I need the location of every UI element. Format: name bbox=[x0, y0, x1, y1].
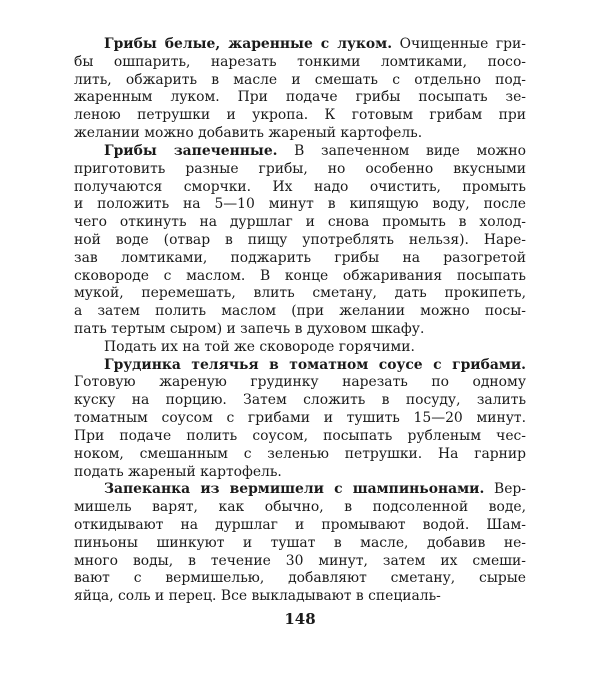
recipe-text: ноком, смешанным с зеленью петрушки. На гарнир bbox=[74, 445, 526, 462]
recipe-text: яйца, соль и перец. Все выкладывают в специаль- bbox=[74, 588, 441, 605]
recipe-text: При подаче полить соусом, посыпать рубленым чес- bbox=[74, 427, 526, 444]
recipe-title-line bbox=[104, 36, 526, 54]
recipe-text: а затем полить маслом (при желании можно посы- bbox=[74, 303, 526, 320]
page-number: 148 bbox=[284, 610, 316, 628]
recipe-title-line bbox=[104, 357, 526, 375]
recipe-text: пиньоны шинкуют и тушат в масле, добавив не- bbox=[74, 534, 526, 551]
recipe-text: Подать их на той же сковороде горячими. bbox=[104, 338, 415, 355]
recipe-text: пать тертым сыром) и запечь в духовом шкафу. bbox=[74, 321, 425, 337]
recipe-title: Грибы белые, жаренные с луком. bbox=[104, 36, 393, 52]
recipe-text: В запеченном виде можно bbox=[277, 142, 526, 159]
recipe-text: ной воде (отвар в пищу употреблять нельзя). Наре- bbox=[74, 231, 526, 248]
recipe-title: Грибы запеченные. bbox=[104, 142, 278, 159]
recipe-text: много воды, в течение 30 минут, затем их смеши- bbox=[74, 552, 526, 569]
recipe-text: желании можно добавить жареный картофель. bbox=[74, 125, 423, 142]
recipe-text: чего откинуть на дуршлаг и снова промыть в холод- bbox=[74, 214, 526, 231]
recipe-title-line bbox=[104, 143, 526, 161]
recipe-title-line bbox=[104, 481, 526, 499]
recipe-text: Готовую жареную грудинку нарезать по одному bbox=[74, 374, 526, 391]
recipe-text: сковороде с маслом. В конце обжаривания посыпать bbox=[74, 267, 526, 284]
recipe-text: и положить на 5—10 минут в кипящую воду, после bbox=[74, 196, 526, 213]
recipe-text: вают с вермишелью, добавляют сметану, сырые bbox=[74, 570, 526, 587]
recipe-title: Грудинка телячья в томатном соусе с грибами. bbox=[104, 356, 526, 373]
recipe-text: откидывают на дуршлаг и промывают водой. Шам- bbox=[74, 516, 526, 533]
recipe-text: Очищенные гри- bbox=[392, 36, 526, 52]
recipe-text: приготовить разные грибы, но особенно вкусными bbox=[74, 160, 526, 177]
recipe-text: жаренным луком. При подаче грибы посыпать зе- bbox=[74, 89, 526, 106]
recipe-text: мукой, перемешать, влить сметану, дать прокипеть, bbox=[74, 285, 526, 302]
recipe-text: леною петрушки и укропа. К готовым грибам при bbox=[74, 107, 526, 124]
recipe-text: томатным соусом с грибами и тушить 15—20 минут. bbox=[74, 410, 526, 427]
recipe-title: Запеканка из вермишели с шампиньонами. bbox=[104, 481, 485, 498]
recipe-text: бы ошпарить, нарезать тонкими ломтиками, посо- bbox=[74, 53, 526, 70]
recipe-text: мишель варят, как обычно, в подсоленной воде, bbox=[74, 499, 526, 516]
recipe-text: подать жареный картофель. bbox=[74, 463, 282, 480]
recipe-text: куску на порцию. Затем сложить в посуду, залить bbox=[74, 392, 526, 409]
recipe-text: лить, обжарить в масле и смешать с отдельно под- bbox=[74, 71, 526, 88]
recipe-text: получаются сморчки. Их надо очистить, промыть bbox=[74, 178, 526, 195]
recipe-text: Вер- bbox=[484, 481, 527, 498]
recipe-text: зав ломтиками, поджарить грибы на разогретой bbox=[74, 249, 526, 266]
